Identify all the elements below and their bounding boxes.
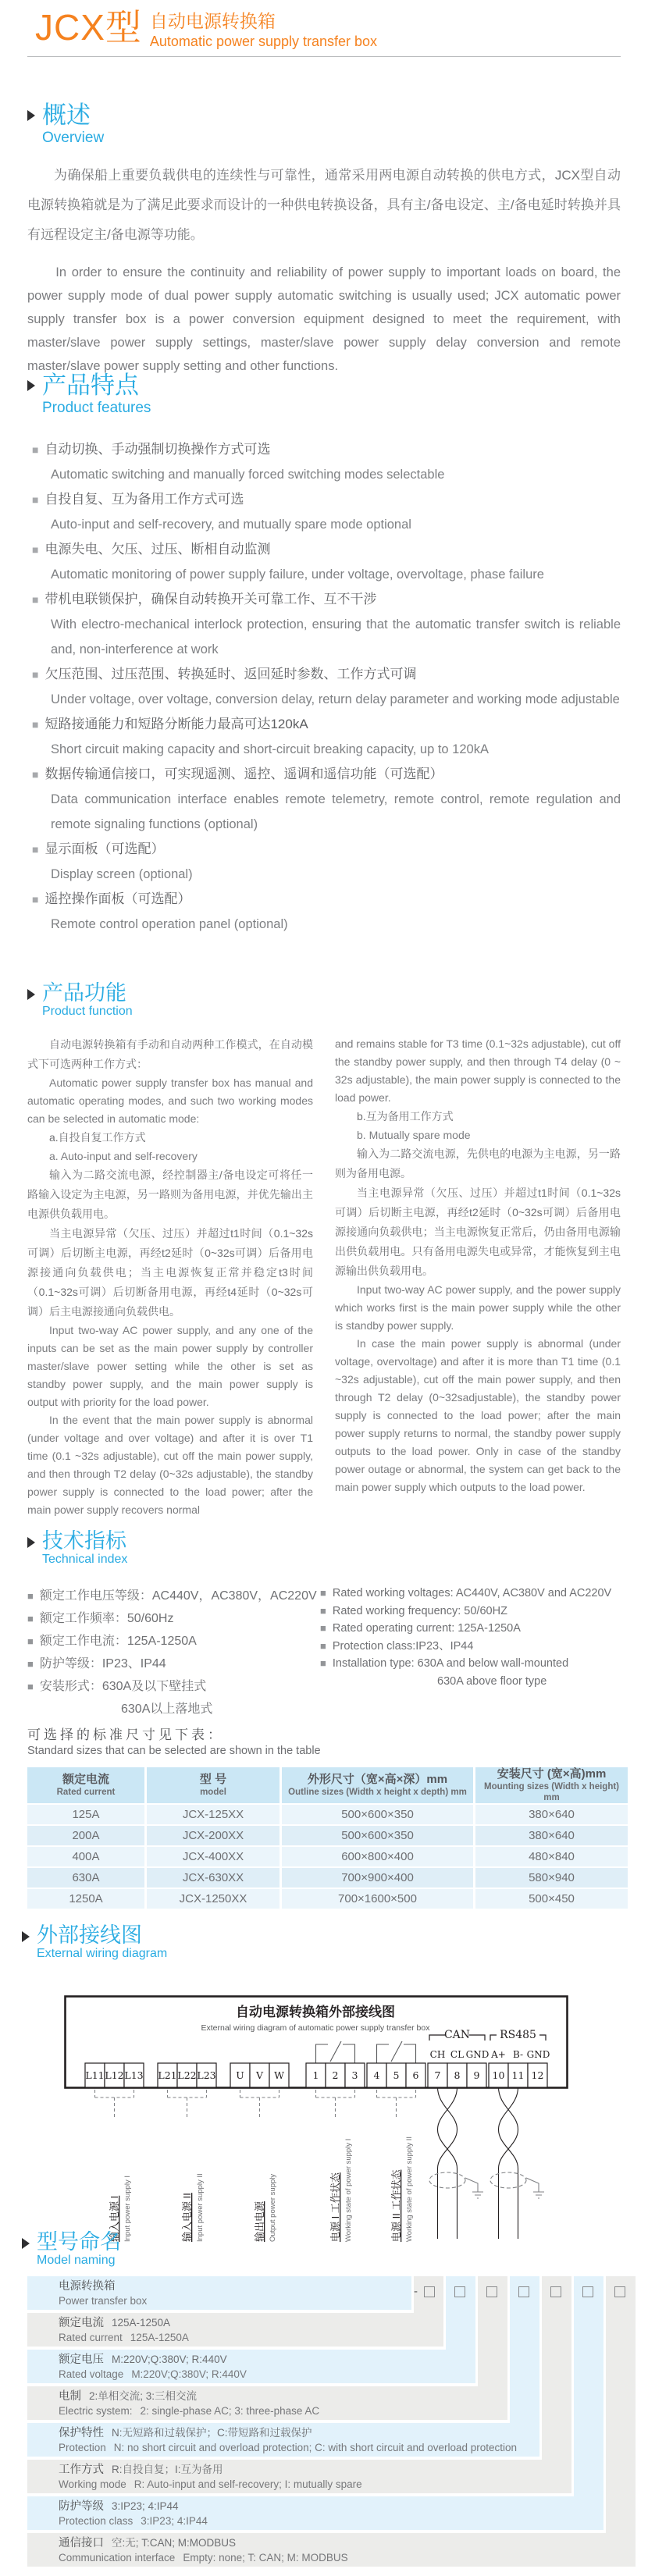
naming-row: 保护特性 N:无短路和过载保护；C:带短路和过载保护 Protection N: no short circuit and overload protection; C: with short circuit and overload protection (27, 2423, 539, 2457)
standard-sizes-table (27, 1767, 628, 1910)
svg-text:Input power supply I: Input power supply I (123, 2175, 132, 2242)
svg-text:8: 8 (454, 2069, 461, 2081)
function-column-left (27, 1035, 313, 1519)
function-heading-en: Product function (42, 1005, 133, 1019)
function-paragraph: 输入为二路交流电源，先供电的电源为主电源，另一路则为备用电源。 (335, 1147, 621, 1180)
svg-text:V: V (255, 2069, 264, 2081)
table-header-row: 额定电流 Rated current 型 号 model 外形尺寸（宽×高×深）mm Outline sizes (Width x height x depth) mm 安装尺寸 (宽×高)mm Mounting sizes (Width x height) mm (27, 1767, 628, 1804)
function-paragraph: 输入为二路交流电源，经控制器主/备电设定可将任一路输入设定为主电源，另一路则为备用电源，并优先输出主电源供负载用电。 (27, 1169, 313, 1221)
function-column-right (335, 1035, 621, 1519)
naming-code-column (574, 2276, 603, 2496)
overview-paragraph-zh: 为确保船上重要负载供电的连续性与可靠性，通常采用两电源自动转换的供电方式，JCX型自动电源转换箱就是为了满足此要求而设计的一种供电转换设备，具有主/备电设定、主/备电延时转换并具有远程设定主/备电源等功能。 (27, 168, 621, 243)
svg-text:12: 12 (531, 2069, 544, 2081)
naming-heading-en: Model naming (37, 2254, 116, 2268)
function-paragraph: and remains stable for T3 time (0.1~32s adjustable), cut off the standby power supply, and then through T4 delay (0 ~ 32s adjustable), the main power supply is connected to the load power. (335, 1037, 621, 1105)
svg-text:7: 7 (434, 2069, 441, 2081)
svg-text:L12: L12 (105, 2069, 124, 2081)
square-bullet-icon: ■ (32, 893, 39, 906)
feature-item: ■ 带机电联锁保护，确保自动转换开关可靠工作、互不干涉 With electro-mechanical interlock protection, ensuring that the automatic transfer switch is reliable and, non-interference at work (32, 587, 621, 662)
svg-text:Output power supply: Output power supply (269, 2173, 277, 2242)
square-bullet-icon: ■ (32, 493, 39, 507)
square-bullet-icon: ■ (32, 718, 39, 731)
svg-text:GND: GND (526, 2049, 550, 2060)
square-bullet-icon: ■ (27, 1590, 34, 1603)
naming-row: 额定电流 125A-1250A Rated current 125A-1250A (27, 2313, 443, 2347)
function-paragraph: b. Mutually spare mode (357, 1129, 471, 1142)
section-overview (27, 103, 621, 378)
naming-code-column (606, 2276, 636, 2533)
svg-text:电源 I 工作状态: 电源 I 工作状态 (329, 2172, 341, 2242)
section-marker-icon (27, 380, 35, 391)
wiring-heading-en: External wiring diagram (37, 1947, 168, 1961)
bus-pin-labels (430, 2049, 550, 2060)
svg-text:U: U (236, 2069, 244, 2081)
feature-item: ■ 自投自复、互为备用工作方式可选 Auto-input and self-recovery, and mutually spare mode optional (32, 487, 621, 537)
naming-row: 电制 2:单相交流; 3:三相交流 Electric system: 2: single-phase AC; 3: three-phase AC (27, 2386, 507, 2420)
twisted-pair-can (438, 2087, 458, 2239)
square-bullet-icon: ■ (32, 543, 39, 557)
section-marker-icon (27, 110, 35, 121)
svg-text:4: 4 (373, 2069, 380, 2081)
section-marker-icon (27, 989, 35, 1000)
feature-item: ■ 遥控操作面板（可选配） Remote control operation panel (optional) (32, 887, 621, 937)
feature-item: ■ 欠压范围、过压范围、转换延时、返回延时参数、工作方式可调 Under voltage, over voltage, conversion delay, return delay parameter and working mode adjustable (32, 662, 621, 712)
naming-code-column (478, 2276, 507, 2386)
svg-text:B-: B- (512, 2049, 524, 2060)
feature-item: ■ 显示面板（可选配） Display screen (optional) (32, 837, 621, 887)
technical-heading-en: Technical index (42, 1553, 128, 1567)
function-paragraph: a.自投自复工作方式 (49, 1131, 146, 1144)
can-bus-label: CAN (443, 2029, 471, 2041)
dash-glyph: - (414, 2285, 418, 2298)
function-paragraph: 当主电源异常（欠压、过压）并超过t1时间（0.1~32s可调）后切断主电源，再经t2延时（0~32s可调）后备用电源接通向负载供电；当主电源恢复正常并稳定t3时间（0.1~32s可调）后切断备用电源，再经t4延时（0~32s可调）后主电源接通向负载供电。 (27, 1227, 313, 1318)
table-row: 200A JCX-200XX 500×600×350 380×640 (27, 1825, 628, 1846)
svg-text:输入电源 II: 输入电源 II (181, 2193, 193, 2242)
svg-text:L23: L23 (197, 2069, 216, 2081)
technical-list-zh: ■ 额定工作电压等级：AC440V，AC380V，AC220V ■ 额定工作频率：50/60Hz ■ 额定工作电流：125A-1250A ■ 防护等级：IP23、IP44 ■ 安装形式：630A及以下壁挂式 630A以上落地式 (27, 1585, 320, 1720)
product-title (35, 9, 377, 51)
svg-text:Input power supply II: Input power supply II (196, 2173, 205, 2242)
section-naming-header (22, 2231, 121, 2268)
group-labels (109, 2137, 414, 2242)
table-row: 125A JCX-125XX 500×600×350 380×640 (27, 1804, 628, 1825)
sizes-note-zh: 可选择的标准尺寸见下表： (27, 1727, 224, 1742)
code-box-icon (486, 2286, 497, 2297)
code-box-icon (454, 2286, 465, 2297)
square-bullet-icon: ■ (32, 843, 39, 856)
table-row: 400A JCX-400XX 600×800×400 480×840 (27, 1846, 628, 1867)
overview-heading-zh: 概述 (42, 101, 91, 129)
svg-text:CL: CL (450, 2049, 465, 2060)
square-bullet-icon: ■ (27, 1635, 34, 1648)
table-row: 1250A JCX-1250XX 700×1600×500 500×450 (27, 1888, 628, 1909)
function-heading-zh: 产品功能 (42, 981, 126, 1005)
naming-row: 工作方式 R:自投自复；I:互为备用 Working mode R: Auto-input and self-recovery; I: mutually spare (27, 2460, 571, 2493)
code-box-icon (582, 2286, 593, 2297)
svg-text:L21: L21 (158, 2069, 177, 2081)
title-divider (27, 56, 621, 57)
svg-text:Working state of power supply: Working state of power supply I (344, 2138, 353, 2242)
feature-item: ■ 电源失电、欠压、过压、断相自动监测 Automatic monitoring of power supply failure, under voltage, overvoltage, phase failure (32, 537, 621, 587)
square-bullet-icon: ■ (32, 443, 39, 457)
product-title-en: Automatic power supply transfer box (149, 33, 378, 49)
feature-item: ■ 短路接通能力和短路分断能力最高可达120kA Short circuit making capacity and short-circuit breaking capacity, up to 120kA (32, 712, 621, 762)
svg-text:L22: L22 (177, 2069, 197, 2081)
square-bullet-icon: ■ (320, 1639, 326, 1652)
features-heading-zh: 产品特点 (42, 372, 139, 399)
svg-text:A+: A+ (491, 2049, 506, 2060)
square-bullet-icon: ■ (320, 1622, 326, 1635)
section-marker-icon (22, 1931, 30, 1942)
function-paragraph: Input two-way AC power supply, and any one of the inputs can be set as the main power supply by controller master/slave power setting while the other is set as standby power supply, and the main power supply is output with priority for the load power. (27, 1324, 313, 1409)
rs485-bus-label: RS485 (500, 2029, 536, 2041)
sizes-note (27, 1724, 621, 1757)
feature-item: ■ 数据传输通信接口，可实现遥测、遥控、遥调和遥信功能（可选配） Data communication interface enables remote telemetry, remote control, remote regulation and remote signaling functions (optional) (32, 762, 621, 837)
feature-list (27, 437, 621, 937)
svg-text:输入电源 I: 输入电源 I (109, 2195, 120, 2242)
svg-text:5: 5 (393, 2069, 400, 2081)
svg-text:6: 6 (412, 2069, 419, 2081)
svg-text:11: 11 (511, 2069, 525, 2081)
svg-text:Working state of power supply: Working state of power supply II (405, 2137, 414, 2242)
naming-code-column (446, 2276, 475, 2350)
terminal-labels (85, 2069, 543, 2081)
naming-row: 防护等级 3:IP23; 4:IP44 Protection class 3:IP23; 4:IP44 (27, 2496, 603, 2530)
svg-text:9: 9 (473, 2069, 480, 2081)
svg-text:1: 1 (312, 2069, 319, 2081)
function-paragraph: Input two-way AC power supply, and the power supply which works first is the main power supply while the other is standby power supply. (335, 1283, 621, 1332)
square-bullet-icon: ■ (32, 668, 39, 681)
svg-text:W: W (274, 2069, 284, 2081)
section-marker-icon (27, 1537, 35, 1548)
function-paragraph: 当主电源异常（欠压、过压）并超过t1时间（0.1~32s可调）后切断主电源，再经t2延时（0~32s可调）后备用电源接通向负载供电；当主电源恢复正常后，仍由备用电源输出供负载用电。只有备用电源失电或异常，才能恢复到主电源输出供负载用电。 (335, 1187, 621, 1278)
wiring-title-zh: 自动电源转换箱外部接线图 (236, 2005, 395, 2019)
naming-code-column (510, 2276, 539, 2423)
twisted-pair-rs485 (499, 2087, 518, 2239)
naming-row: 通信接口 空:无; T:CAN; M:MODBUS Communication interface Empty: none; T: CAN; M: MODBUS (27, 2533, 636, 2567)
square-bullet-icon: ■ (320, 1587, 326, 1599)
code-box-icon (424, 2286, 435, 2297)
svg-text:CH: CH (429, 2049, 446, 2060)
square-bullet-icon: ■ (32, 768, 39, 781)
svg-text:2: 2 (332, 2069, 339, 2081)
product-model: JCX型 (35, 7, 142, 48)
naming-code-column (414, 2276, 443, 2313)
sizes-note-en: Standard sizes that can be selected are shown in the table (27, 1745, 321, 1757)
naming-heading-zh: 型号命名 (37, 2230, 121, 2254)
function-paragraph: In the event that the main power supply is abnormal (under voltage and over voltage) and after it is over T1 time (0.1 ~32s adjustable), cut off the main power supply, and then through T2 delay (0~32s adjustable), the standby power supply is connected to the load power; after the main power supply recovers normal (27, 1414, 313, 1517)
section-marker-icon (22, 2238, 30, 2249)
function-paragraph: a. Auto-input and self-recovery (49, 1150, 198, 1163)
naming-code-column (542, 2276, 571, 2460)
code-box-icon (614, 2286, 625, 2297)
svg-text:电源 II 工作状态: 电源 II 工作状态 (390, 2169, 402, 2242)
function-paragraph: 自动电源转换箱有手动和自动两种工作模式，在自动模式下可选两种工作方式： (27, 1038, 313, 1071)
svg-text:输出电源: 输出电源 (254, 2201, 265, 2242)
feature-item: ■ 自动切换、手动强制切换操作方式可选 Automatic switching and manually forced switching modes selectable (32, 437, 621, 487)
model-naming-diagram (27, 2276, 638, 2571)
function-paragraph: Automatic power supply transfer box has manual and automatic operating modes, and such two working modes can be selected in automatic mode: (27, 1076, 313, 1126)
svg-text:10: 10 (492, 2069, 505, 2081)
svg-text:GND: GND (465, 2049, 490, 2060)
features-heading-en: Product features (42, 399, 151, 416)
section-features (27, 373, 621, 937)
naming-row: 电源转换箱 Power transfer box (27, 2276, 411, 2310)
square-bullet-icon: ■ (27, 1681, 34, 1693)
wiring-title-en: External wiring diagram of automatic power supply transfer box (201, 2023, 430, 2033)
wiring-diagram (64, 1995, 568, 2253)
code-box-icon (518, 2286, 529, 2297)
group-bracket (95, 2090, 416, 2119)
technical-list-en: ■ Rated working voltages: AC440V, AC380V and AC220V ■ Rated working frequency: 50/60HZ ■ Rated operating current: 125A-1250A ■ Protection class:IP23、IP44 ■ Installation type: 630A and below wall-mounted 630A above floor type (320, 1585, 621, 1720)
code-box-icon (550, 2286, 561, 2297)
table-row: 630A JCX-630XX 700×900×400 580×940 (27, 1867, 628, 1888)
section-wiring-header (22, 1924, 167, 1962)
section-technical (27, 1530, 621, 1720)
relay-contact-icon (316, 2041, 416, 2063)
square-bullet-icon: ■ (27, 1658, 34, 1670)
wiring-heading-zh: 外部接线图 (37, 1923, 142, 1947)
product-title-zh: 自动电源转换箱 (149, 11, 276, 31)
overview-heading-en: Overview (42, 129, 105, 146)
function-paragraph: In case the main power supply is abnormal (under voltage, overvoltage) and after it is more than T1 time (0.1 ~32s adjustable), cut off the main power supply, and then through T2 delay (0~32sadjustable), the standby power supply is connected to the load power; after the main power supply returns to normal, the standby power supply outputs to the load power. Only in case of the standby power outage or abnormal, the system can get back to the main power supply which outputs to the load power. (335, 1337, 621, 1494)
overview-paragraph-en: In order to ensure the continuity and reliability of power supply to important loads on board, the power supply mode of dual power supply automatic switching is usually used; JCX automatic power supply transfer box is a power conversion equipment designed to meet the requirement, with master/slave power supply settings, master/slave power supply delay conversion and remote master/slave power supply setting and other functions. (27, 265, 621, 374)
function-paragraph: b.互为备用工作方式 (357, 1110, 454, 1123)
square-bullet-icon: ■ (320, 1604, 326, 1617)
svg-text:3: 3 (351, 2069, 358, 2081)
svg-text:L13: L13 (124, 2069, 144, 2081)
naming-row: 额定电压 M:220V;Q:380V; R:440V Rated voltage M:220V;Q:380V; R:440V (27, 2350, 475, 2383)
technical-heading-zh: 技术指标 (42, 1529, 126, 1553)
square-bullet-icon: ■ (320, 1657, 326, 1670)
svg-text:L11: L11 (85, 2069, 105, 2081)
section-function (27, 982, 621, 1519)
square-bullet-icon: ■ (32, 593, 39, 607)
square-bullet-icon: ■ (27, 1613, 34, 1625)
